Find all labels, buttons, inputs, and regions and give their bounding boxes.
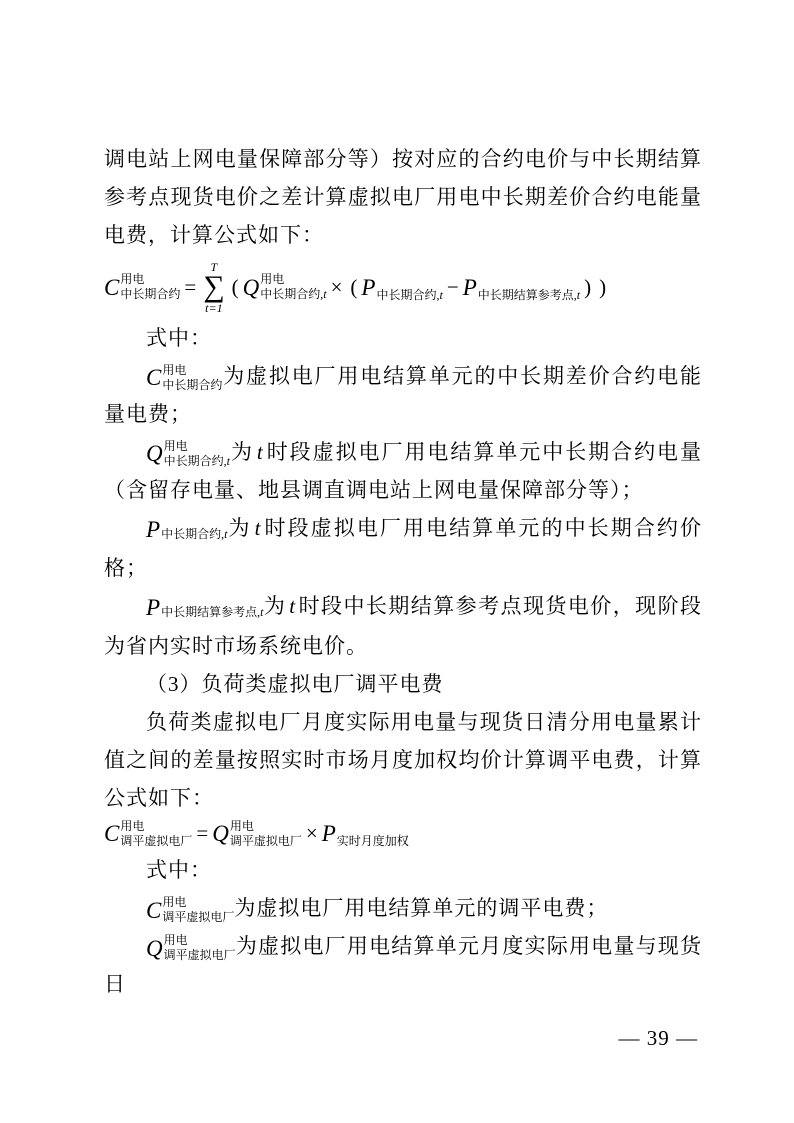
variable-base-C: C — [104, 821, 120, 847]
sigma-icon: ∑ — [203, 270, 225, 303]
superscript: 用电 — [120, 818, 145, 833]
equals-sign: = — [184, 274, 197, 299]
definition-text: 为 — [263, 593, 287, 618]
math-term-C-leveling — [146, 895, 234, 925]
subscript-text: 实时月度加权 — [336, 834, 409, 849]
paragraph-intro: 调电站上网电量保障部分等）按对应的合约电价与中长期结算参考点现货电价之差计算虚拟电厂用电中长期差价合约电能量电费，计算公式如下： — [104, 147, 702, 247]
math-term-P-longterm — [361, 274, 443, 302]
time-index: t — [226, 453, 230, 468]
math-term-P-refpoint — [462, 274, 581, 302]
math-term-P-realtime — [321, 821, 409, 849]
subscript-text: 中长期合约, — [376, 287, 440, 302]
time-index: t — [260, 604, 264, 619]
math-term-Q-longterm — [146, 439, 230, 469]
scripts-stack — [164, 439, 230, 469]
math-term-Q-longterm — [243, 272, 327, 302]
formula-longterm-contract — [104, 261, 702, 314]
sum-lower-limit: t=1 — [205, 300, 223, 315]
scripts-stack — [164, 933, 236, 963]
time-index: t — [576, 287, 581, 302]
equals-sign: = — [196, 821, 209, 846]
superscript: 用电 — [162, 362, 187, 377]
subscript — [161, 593, 263, 631]
subscript-text: 中长期结算参考点, — [161, 604, 261, 619]
math-term-Q-leveling — [212, 819, 302, 849]
definition-P-refpoint — [104, 587, 702, 665]
subscript-text: 中长期结算参考点, — [477, 287, 577, 302]
right-paren: ) — [599, 274, 607, 299]
definition-text: 为 — [229, 439, 254, 464]
subscript — [260, 287, 326, 302]
minus-sign: − — [446, 274, 459, 299]
definition-C-longterm — [104, 357, 702, 433]
math-term-C-longterm — [146, 363, 222, 393]
definition-text: 为虚拟电厂用电结算单元月度实际用电量与现货日 — [104, 933, 702, 996]
variable-base-P: P — [146, 517, 161, 543]
variable-base-Q: Q — [146, 441, 163, 467]
definition-text: 时段中长期结算参考点现货电价，现阶段为省内实时市场系统电价。 — [104, 593, 702, 658]
left-paren: ( — [350, 274, 358, 299]
subscript: 中长期合约 — [120, 287, 181, 302]
variable-base-C: C — [146, 365, 162, 391]
subscript-text: 中长期合约, — [161, 526, 225, 541]
subscript: 调平虚拟电厂 — [229, 833, 302, 848]
math-term-C-longterm — [104, 272, 180, 302]
definition-text: 时段虚拟电厂用电结算单元中长期合约电量（含留存电量、地县调直调电站上网电量保障部分等）； — [104, 439, 702, 502]
subscript-text: 中长期合约, — [163, 453, 227, 468]
multiply-sign: × — [330, 274, 343, 299]
math-term-P-refpoint — [146, 589, 263, 627]
variable-base-Q: Q — [242, 274, 260, 300]
definition-C-leveling — [104, 889, 702, 927]
subscript — [161, 515, 227, 553]
variable-base-C: C — [104, 274, 120, 300]
multiply-sign: × — [305, 821, 318, 846]
heading-item-3: （3）负荷类虚拟电厂调平电费 — [146, 671, 444, 696]
variable-base-C: C — [146, 897, 162, 923]
variable-base-P: P — [462, 274, 477, 300]
superscript: 用电 — [120, 272, 145, 287]
superscript: 用电 — [163, 933, 188, 948]
where-label: 式中： — [146, 325, 212, 350]
subscript — [376, 286, 442, 303]
subscript — [164, 454, 230, 469]
subscript: 调平虚拟电厂 — [163, 948, 236, 963]
scripts-stack — [230, 819, 302, 849]
page-number: — 39 — — [618, 1026, 698, 1050]
scripts-stack — [120, 272, 180, 302]
scripts-stack — [120, 819, 192, 849]
time-index: t — [323, 287, 327, 302]
definition-P-longterm — [104, 509, 702, 587]
left-paren: ( — [231, 274, 239, 299]
definition-text: 为虚拟电厂用电结算单元的中长期差价合约电能量电费； — [104, 363, 702, 426]
scripts-stack — [162, 895, 234, 925]
variable-base-Q: Q — [146, 935, 163, 961]
superscript: 用电 — [163, 438, 188, 453]
subscript-text: 中长期合约, — [260, 287, 324, 302]
paragraph-leveling: 负荷类虚拟电厂月度实际用电量与现货日清分用电量累计值之间的差量按照实时市场月度加权均价计算调平电费，计算公式如下： — [104, 709, 702, 810]
sum-upper-limit: T — [210, 260, 218, 274]
definition-text: 为 — [227, 515, 252, 540]
math-term-Q-leveling — [146, 933, 236, 963]
variable-base-P: P — [146, 595, 161, 621]
time-variable: t — [256, 439, 263, 464]
definition-text: 为虚拟电厂用电结算单元的调平电费； — [234, 895, 609, 920]
time-index: t — [224, 526, 228, 541]
time-index: t — [439, 287, 443, 302]
definition-Q-longterm — [104, 433, 702, 509]
math-term-C-leveling — [104, 819, 192, 849]
superscript: 用电 — [162, 895, 187, 910]
subscript — [337, 832, 409, 849]
variable-base-P: P — [321, 821, 336, 847]
definition-Q-leveling — [104, 927, 702, 1003]
subscript — [478, 286, 580, 303]
scripts-stack — [162, 363, 222, 393]
variable-base-P: P — [361, 274, 376, 300]
where-label: 式中： — [146, 857, 212, 882]
time-variable: t — [254, 515, 261, 540]
page-content — [104, 140, 702, 1003]
math-term-P-longterm — [146, 511, 227, 549]
time-variable: t — [289, 593, 296, 618]
summation-symbol — [203, 261, 224, 314]
subscript: 调平虚拟电厂 — [162, 910, 235, 925]
superscript: 用电 — [229, 818, 254, 833]
formula-leveling-fee — [104, 819, 702, 849]
right-paren: ) — [584, 274, 592, 299]
scripts-stack — [260, 272, 326, 302]
superscript: 用电 — [260, 272, 285, 287]
variable-base-Q: Q — [212, 821, 229, 847]
definition-text: 时段虚拟电厂用电结算单元的中长期合约价格； — [104, 515, 703, 580]
subscript: 调平虚拟电厂 — [120, 833, 193, 848]
subscript: 中长期合约 — [162, 377, 223, 392]
